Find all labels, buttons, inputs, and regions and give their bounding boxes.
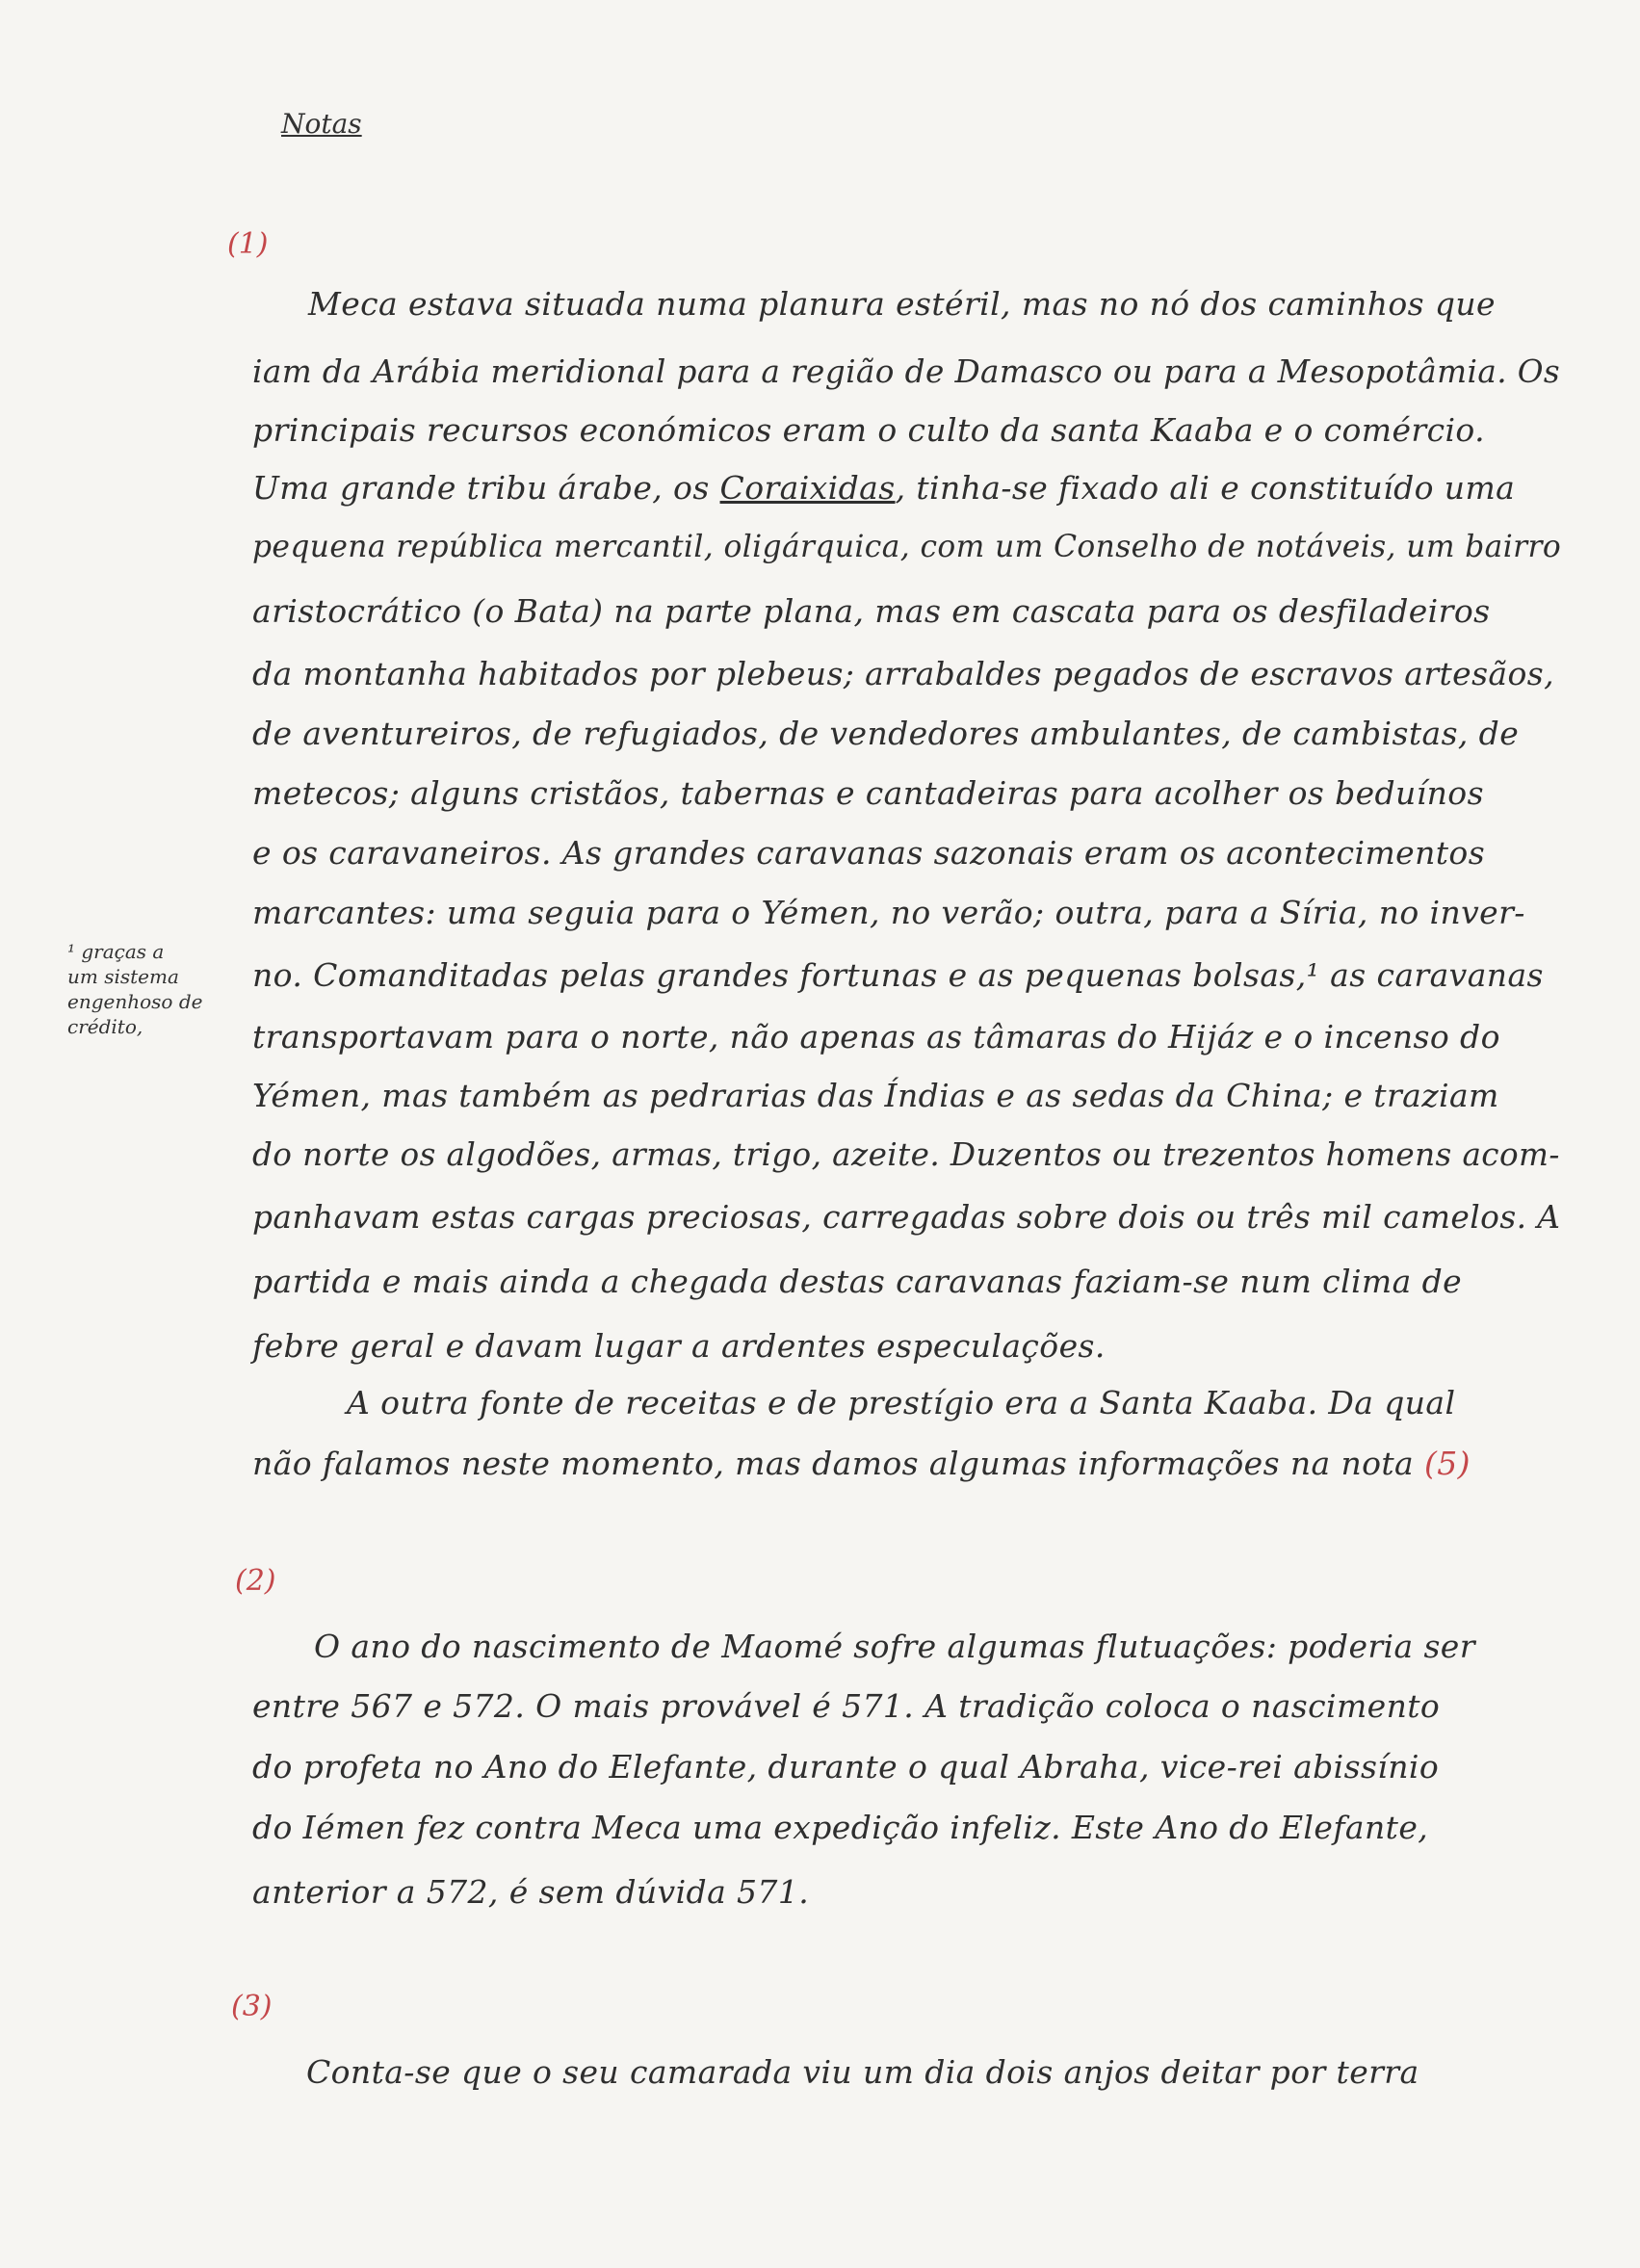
- note-2-line-5: anterior a 572, é sem dúvida 571.: [252, 1873, 810, 1911]
- note-1-line-10: e os caravaneiros. As grandes caravanas sazonais eram os acontecimentos: [252, 834, 1486, 872]
- note-1-line-9: metecos; alguns cristãos, tabernas e cantadeiras para acolher os beduínos: [252, 774, 1484, 812]
- note-number-1: (1): [227, 227, 269, 261]
- note-number-2: (2): [235, 1564, 276, 1598]
- note-1-line-2: iam da Arábia meridional para a região de Damasco ou para a Mesopotâmia. Os: [252, 353, 1561, 390]
- note-1-line-3: principais recursos económicos eram o culto da santa Kaaba e o comércio.: [252, 411, 1486, 449]
- note-1-line-18: febre geral e davam lugar a ardentes especulações.: [252, 1327, 1106, 1365]
- note-3-line-1: Conta-se que o seu camarada viu um dia dois anjos deitar por terra: [306, 2053, 1419, 2091]
- note-1-line-13: transportavam para o norte, não apenas as tâmaras do Hijáz e o incenso do: [252, 1018, 1500, 1056]
- note-2-line-4: do Iémen fez contra Meca uma expedição infeliz. Este Ano do Elefante,: [252, 1809, 1429, 1846]
- note-1-line-7: da montanha habitados por plebeus; arrabaldes pegados de escravos artesãos,: [252, 655, 1554, 692]
- note-1-line-11: marcantes: uma seguia para o Yémen, no verão; outra, para a Síria, no inver-: [252, 894, 1525, 931]
- margin-note-line-2: um sistema: [67, 965, 179, 988]
- note-1-line-15: do norte os algodões, armas, trigo, azeite. Duzentos ou trezentos homens acom-: [252, 1136, 1560, 1173]
- margin-note-line-1: ¹ graças a: [67, 940, 165, 963]
- note-2-line-3: do profeta no Ano do Elefante, durante o qual Abraha, vice-rei abissínio: [252, 1748, 1440, 1786]
- note-1-line-1: Meca estava situada numa planura estéril, mas no nó dos caminhos que: [308, 285, 1496, 323]
- note-1-line-8: de aventureiros, de refugiados, de vendedores ambulantes, de cambistas, de: [252, 715, 1520, 752]
- note-2-line-1: O ano do nascimento de Maomé sofre algumas flutuações: poderia ser: [314, 1628, 1475, 1665]
- note-1-line-20: não falamos neste momento, mas damos algumas informações na nota (5): [252, 1445, 1471, 1482]
- note-1-line-14: Yémen, mas também as pedrarias das Índias e as sedas da China; e traziam: [252, 1077, 1499, 1114]
- note-1-line-19: A outra fonte de receitas e de prestígio era a Santa Kaaba. Da qual: [347, 1384, 1456, 1421]
- margin-note-line-4: crédito,: [67, 1015, 143, 1038]
- note-ref-5: (5): [1424, 1445, 1471, 1482]
- note-1-line-16: panhavam estas cargas preciosas, carregadas sobre dois ou três mil camelos. A: [252, 1199, 1561, 1236]
- margin-note: [67, 939, 236, 1039]
- note-number-3: (3): [231, 1990, 273, 2023]
- highlight-coraixidas: Coraixidas: [719, 469, 896, 507]
- note-2-line-2: entre 567 e 572. O mais provável é 571. A tradição coloca o nascimento: [252, 1687, 1441, 1725]
- note-1-line-5: pequena república mercantil, oligárquica, com um Conselho de notáveis, um bairro: [252, 530, 1562, 564]
- note-1-line-6: aristocrático (o Bata) na parte plana, mas em cascata para os desfiladeiros: [252, 592, 1491, 630]
- margin-note-line-3: engenhoso de: [67, 990, 203, 1013]
- note-1-line-12: no. Comanditadas pelas grandes fortunas e as pequenas bolsas,¹ as caravanas: [252, 956, 1544, 994]
- note-1-line-17: partida e mais ainda a chegada destas caravanas faziam-se num clima de: [252, 1263, 1463, 1300]
- page-title: Notas: [281, 108, 362, 140]
- note-1-line-4: Uma grande tribu árabe, os Coraixidas, tinha-se fixado ali e constituído uma: [252, 469, 1516, 507]
